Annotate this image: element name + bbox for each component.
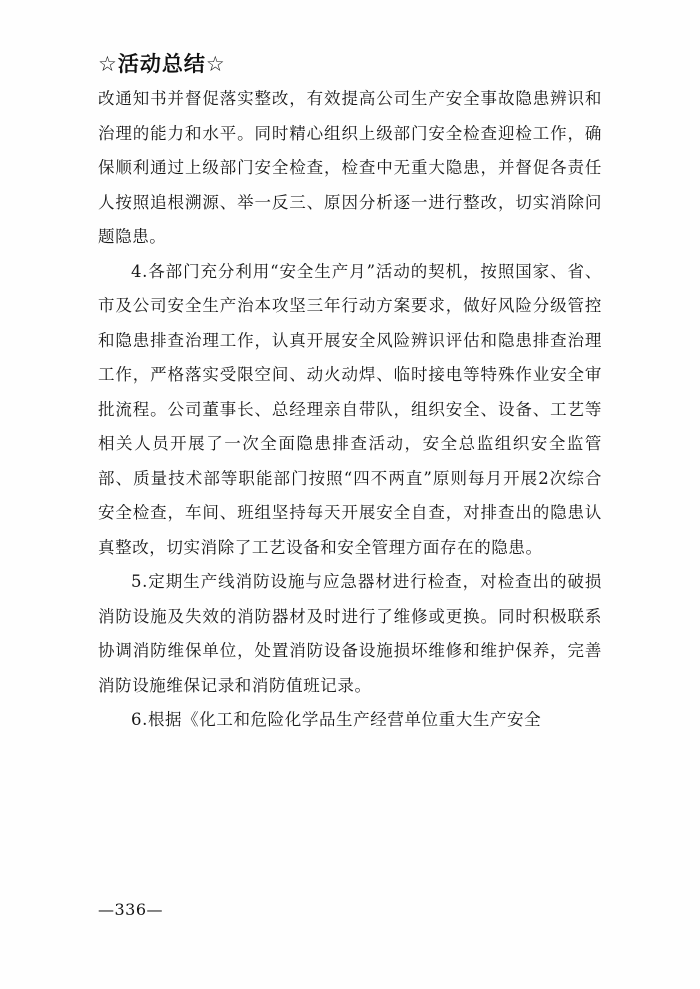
paragraph-continued: 改通知书并督促落实整改，有效提高公司生产安全事故隐患辨识和治理的能力和水平。同时精心组织上级部门安全检查迎检工作，确保顺利通过上级部门安全检查，检查中无重大隐患，并督促各责任人按照追根溯源、举一反三、原因分析逐一进行整改，切实消除问题隐患。 <box>98 89 602 246</box>
paragraph-item-4: 4.各部门充分利用“安全生产月”活动的契机，按照国家、省、市及公司安全生产治本攻坚三年行动方案要求，做好风险分级管控和隐患排查治理工作，认真开展安全风险辨识评估和隐患排查治理工作，严格落实受限空间、动火动焊、临时接电等特殊作业安全审批流程。公司董事长、总经理亲自带队，组织安全、设备、工艺等相关人员开展了一次全面隐患排查活动，安全总监组织安全监管部、质量技术部等职能部门按照“四不两直”原则每月开展2次综合安全检查，车间、班组坚持每天开展安全自查，对排查出的隐患认真整改，切实消除了工艺设备和安全管理方面存在的隐患。 <box>98 261 602 557</box>
document-body <box>98 82 602 738</box>
paragraph-item-6: 6.根据《化工和危险化学品生产经营单位重大生产安全 <box>131 710 542 729</box>
page-title: ☆活动总结☆ <box>98 52 226 76</box>
paragraph-item-5: 5.定期生产线消防设施与应急器材进行检查，对检查出的破损消防设施及失效的消防器材及时进行了维修或更换。同时积极联系协调消防维保单位，处置消防设备设施损坏维修和维护保养，完善消防设施维保记录和消防值班记录。 <box>98 572 602 695</box>
page-number: —336— <box>98 900 164 919</box>
